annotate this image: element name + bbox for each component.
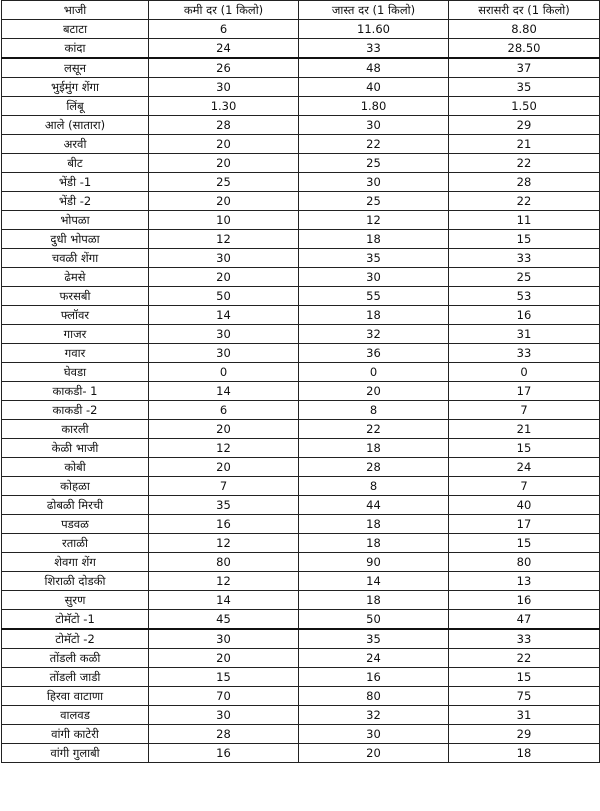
max-rate-cell: 18 bbox=[299, 439, 449, 458]
vegetable-name-cell: वांगी गुलाबी bbox=[2, 744, 149, 763]
avg-rate-cell: 18 bbox=[449, 744, 600, 763]
max-rate-cell: 24 bbox=[299, 649, 449, 668]
table-row bbox=[2, 687, 600, 706]
min-rate-cell: 80 bbox=[149, 553, 299, 572]
avg-rate-cell: 22 bbox=[449, 649, 600, 668]
vegetable-name-cell: गवार bbox=[2, 344, 149, 363]
vegetable-name-cell: बटाटा bbox=[2, 20, 149, 39]
table-body bbox=[2, 20, 600, 763]
min-rate-cell: 12 bbox=[149, 439, 299, 458]
avg-rate-cell: 80 bbox=[449, 553, 600, 572]
max-rate-cell: 22 bbox=[299, 420, 449, 439]
vegetable-name-cell: चवळी शेंगा bbox=[2, 249, 149, 268]
table-row bbox=[2, 458, 600, 477]
table-row bbox=[2, 744, 600, 763]
max-rate-cell: 30 bbox=[299, 173, 449, 192]
max-rate-cell: 18 bbox=[299, 534, 449, 553]
max-rate-cell: 18 bbox=[299, 591, 449, 610]
table-row bbox=[2, 496, 600, 515]
avg-rate-cell: 33 bbox=[449, 249, 600, 268]
avg-rate-cell: 15 bbox=[449, 668, 600, 687]
vegetable-name-cell: शेवगा शेंग bbox=[2, 553, 149, 572]
min-rate-cell: 12 bbox=[149, 534, 299, 553]
min-rate-cell: 30 bbox=[149, 706, 299, 725]
min-rate-cell: 14 bbox=[149, 306, 299, 325]
avg-rate-cell: 22 bbox=[449, 154, 600, 173]
min-rate-cell: 28 bbox=[149, 116, 299, 135]
min-rate-cell: 15 bbox=[149, 668, 299, 687]
vegetable-name-cell: वालवड bbox=[2, 706, 149, 725]
min-rate-cell: 50 bbox=[149, 287, 299, 306]
table-row bbox=[2, 116, 600, 135]
avg-rate-cell: 0 bbox=[449, 363, 600, 382]
min-rate-cell: 45 bbox=[149, 610, 299, 630]
avg-rate-cell: 29 bbox=[449, 116, 600, 135]
min-rate-cell: 30 bbox=[149, 629, 299, 649]
table-row bbox=[2, 154, 600, 173]
avg-rate-cell: 33 bbox=[449, 629, 600, 649]
max-rate-cell: 0 bbox=[299, 363, 449, 382]
vegetable-name-cell: कोहळा bbox=[2, 477, 149, 496]
header-max-rate: जास्त दर (1 किलो) bbox=[299, 1, 449, 20]
max-rate-cell: 30 bbox=[299, 725, 449, 744]
min-rate-cell: 70 bbox=[149, 687, 299, 706]
min-rate-cell: 20 bbox=[149, 649, 299, 668]
max-rate-cell: 16 bbox=[299, 668, 449, 687]
table-row bbox=[2, 668, 600, 687]
vegetable-name-cell: टोमॅटो -2 bbox=[2, 629, 149, 649]
avg-rate-cell: 11 bbox=[449, 211, 600, 230]
vegetable-name-cell: बीट bbox=[2, 154, 149, 173]
min-rate-cell: 16 bbox=[149, 515, 299, 534]
table-row bbox=[2, 97, 600, 116]
avg-rate-cell: 17 bbox=[449, 382, 600, 401]
max-rate-cell: 48 bbox=[299, 58, 449, 78]
table-row bbox=[2, 58, 600, 78]
table-row bbox=[2, 135, 600, 154]
max-rate-cell: 8 bbox=[299, 401, 449, 420]
min-rate-cell: 20 bbox=[149, 420, 299, 439]
vegetable-name-cell: शिराळी दोडकी bbox=[2, 572, 149, 591]
table-row bbox=[2, 649, 600, 668]
vegetable-name-cell: कांदा bbox=[2, 39, 149, 59]
avg-rate-cell: 7 bbox=[449, 477, 600, 496]
vegetable-price-table bbox=[1, 0, 600, 763]
min-rate-cell: 30 bbox=[149, 78, 299, 97]
max-rate-cell: 25 bbox=[299, 154, 449, 173]
avg-rate-cell: 31 bbox=[449, 325, 600, 344]
table-row bbox=[2, 325, 600, 344]
avg-rate-cell: 16 bbox=[449, 591, 600, 610]
avg-rate-cell: 21 bbox=[449, 420, 600, 439]
vegetable-name-cell: लिंबू bbox=[2, 97, 149, 116]
avg-rate-cell: 28.50 bbox=[449, 39, 600, 59]
min-rate-cell: 10 bbox=[149, 211, 299, 230]
vegetable-name-cell: लसून bbox=[2, 58, 149, 78]
table-row bbox=[2, 572, 600, 591]
vegetable-name-cell: भोपळा bbox=[2, 211, 149, 230]
min-rate-cell: 6 bbox=[149, 401, 299, 420]
vegetable-name-cell: कारली bbox=[2, 420, 149, 439]
avg-rate-cell: 25 bbox=[449, 268, 600, 287]
avg-rate-cell: 75 bbox=[449, 687, 600, 706]
vegetable-name-cell: पडवळ bbox=[2, 515, 149, 534]
table-row bbox=[2, 287, 600, 306]
vegetable-name-cell: आले (सातारा) bbox=[2, 116, 149, 135]
header-avg-rate: सरासरी दर (1 किलो) bbox=[449, 1, 600, 20]
max-rate-cell: 22 bbox=[299, 135, 449, 154]
max-rate-cell: 30 bbox=[299, 268, 449, 287]
max-rate-cell: 11.60 bbox=[299, 20, 449, 39]
avg-rate-cell: 8.80 bbox=[449, 20, 600, 39]
header-vegetable: भाजी bbox=[2, 1, 149, 20]
max-rate-cell: 44 bbox=[299, 496, 449, 515]
avg-rate-cell: 33 bbox=[449, 344, 600, 363]
max-rate-cell: 90 bbox=[299, 553, 449, 572]
avg-rate-cell: 16 bbox=[449, 306, 600, 325]
table-row bbox=[2, 192, 600, 211]
min-rate-cell: 16 bbox=[149, 744, 299, 763]
table-row bbox=[2, 173, 600, 192]
avg-rate-cell: 24 bbox=[449, 458, 600, 477]
max-rate-cell: 12 bbox=[299, 211, 449, 230]
vegetable-name-cell: तोंडली जाडी bbox=[2, 668, 149, 687]
vegetable-name-cell: ढोबळी मिरची bbox=[2, 496, 149, 515]
vegetable-name-cell: भेंडी -1 bbox=[2, 173, 149, 192]
min-rate-cell: 26 bbox=[149, 58, 299, 78]
max-rate-cell: 80 bbox=[299, 687, 449, 706]
vegetable-name-cell: गाजर bbox=[2, 325, 149, 344]
header-min-rate: कमी दर (1 किलो) bbox=[149, 1, 299, 20]
min-rate-cell: 30 bbox=[149, 249, 299, 268]
max-rate-cell: 35 bbox=[299, 629, 449, 649]
max-rate-cell: 18 bbox=[299, 515, 449, 534]
table-row bbox=[2, 39, 600, 59]
table-row bbox=[2, 382, 600, 401]
min-rate-cell: 24 bbox=[149, 39, 299, 59]
table-row bbox=[2, 363, 600, 382]
min-rate-cell: 12 bbox=[149, 230, 299, 249]
avg-rate-cell: 1.50 bbox=[449, 97, 600, 116]
avg-rate-cell: 21 bbox=[449, 135, 600, 154]
min-rate-cell: 25 bbox=[149, 173, 299, 192]
max-rate-cell: 50 bbox=[299, 610, 449, 630]
table-row bbox=[2, 553, 600, 572]
table-row bbox=[2, 211, 600, 230]
table-row bbox=[2, 306, 600, 325]
min-rate-cell: 28 bbox=[149, 725, 299, 744]
table-row bbox=[2, 344, 600, 363]
max-rate-cell: 8 bbox=[299, 477, 449, 496]
table-row bbox=[2, 230, 600, 249]
min-rate-cell: 7 bbox=[149, 477, 299, 496]
header-row bbox=[2, 1, 600, 20]
table-row bbox=[2, 477, 600, 496]
table-row bbox=[2, 20, 600, 39]
avg-rate-cell: 17 bbox=[449, 515, 600, 534]
table-row bbox=[2, 629, 600, 649]
avg-rate-cell: 13 bbox=[449, 572, 600, 591]
min-rate-cell: 30 bbox=[149, 344, 299, 363]
avg-rate-cell: 15 bbox=[449, 230, 600, 249]
min-rate-cell: 30 bbox=[149, 325, 299, 344]
table-row bbox=[2, 725, 600, 744]
avg-rate-cell: 7 bbox=[449, 401, 600, 420]
min-rate-cell: 1.30 bbox=[149, 97, 299, 116]
table-row bbox=[2, 534, 600, 553]
vegetable-name-cell: घेवडा bbox=[2, 363, 149, 382]
max-rate-cell: 1.80 bbox=[299, 97, 449, 116]
avg-rate-cell: 35 bbox=[449, 78, 600, 97]
table-row bbox=[2, 706, 600, 725]
vegetable-name-cell: भेंडी -2 bbox=[2, 192, 149, 211]
min-rate-cell: 35 bbox=[149, 496, 299, 515]
vegetable-name-cell: केळी भाजी bbox=[2, 439, 149, 458]
avg-rate-cell: 29 bbox=[449, 725, 600, 744]
vegetable-name-cell: हिरवा वाटाणा bbox=[2, 687, 149, 706]
min-rate-cell: 14 bbox=[149, 382, 299, 401]
min-rate-cell: 20 bbox=[149, 458, 299, 477]
vegetable-name-cell: फरसबी bbox=[2, 287, 149, 306]
table-row bbox=[2, 610, 600, 630]
vegetable-name-cell: कोबी bbox=[2, 458, 149, 477]
vegetable-name-cell: रताळी bbox=[2, 534, 149, 553]
max-rate-cell: 28 bbox=[299, 458, 449, 477]
min-rate-cell: 0 bbox=[149, 363, 299, 382]
avg-rate-cell: 22 bbox=[449, 192, 600, 211]
avg-rate-cell: 40 bbox=[449, 496, 600, 515]
max-rate-cell: 32 bbox=[299, 325, 449, 344]
table-row bbox=[2, 401, 600, 420]
vegetable-name-cell: काकडी -2 bbox=[2, 401, 149, 420]
max-rate-cell: 30 bbox=[299, 116, 449, 135]
max-rate-cell: 18 bbox=[299, 230, 449, 249]
table-row bbox=[2, 420, 600, 439]
vegetable-name-cell: भुईमुंग शेंगा bbox=[2, 78, 149, 97]
max-rate-cell: 36 bbox=[299, 344, 449, 363]
max-rate-cell: 18 bbox=[299, 306, 449, 325]
avg-rate-cell: 28 bbox=[449, 173, 600, 192]
vegetable-name-cell: वांगी काटेरी bbox=[2, 725, 149, 744]
table-row bbox=[2, 78, 600, 97]
avg-rate-cell: 31 bbox=[449, 706, 600, 725]
vegetable-name-cell: दुधी भोपळा bbox=[2, 230, 149, 249]
max-rate-cell: 55 bbox=[299, 287, 449, 306]
max-rate-cell: 14 bbox=[299, 572, 449, 591]
min-rate-cell: 20 bbox=[149, 268, 299, 287]
min-rate-cell: 20 bbox=[149, 192, 299, 211]
avg-rate-cell: 47 bbox=[449, 610, 600, 630]
min-rate-cell: 6 bbox=[149, 20, 299, 39]
vegetable-name-cell: काकडी- 1 bbox=[2, 382, 149, 401]
vegetable-name-cell: टोमॅटो -1 bbox=[2, 610, 149, 630]
max-rate-cell: 40 bbox=[299, 78, 449, 97]
min-rate-cell: 14 bbox=[149, 591, 299, 610]
min-rate-cell: 12 bbox=[149, 572, 299, 591]
min-rate-cell: 20 bbox=[149, 154, 299, 173]
vegetable-name-cell: तोंडली कळी bbox=[2, 649, 149, 668]
max-rate-cell: 35 bbox=[299, 249, 449, 268]
table-row bbox=[2, 515, 600, 534]
max-rate-cell: 33 bbox=[299, 39, 449, 59]
table-row bbox=[2, 249, 600, 268]
max-rate-cell: 32 bbox=[299, 706, 449, 725]
max-rate-cell: 25 bbox=[299, 192, 449, 211]
max-rate-cell: 20 bbox=[299, 744, 449, 763]
table-row bbox=[2, 591, 600, 610]
table-row bbox=[2, 268, 600, 287]
avg-rate-cell: 15 bbox=[449, 439, 600, 458]
vegetable-name-cell: ढेमसे bbox=[2, 268, 149, 287]
min-rate-cell: 20 bbox=[149, 135, 299, 154]
avg-rate-cell: 15 bbox=[449, 534, 600, 553]
max-rate-cell: 20 bbox=[299, 382, 449, 401]
vegetable-name-cell: फ्लॉवर bbox=[2, 306, 149, 325]
vegetable-name-cell: सुरण bbox=[2, 591, 149, 610]
avg-rate-cell: 53 bbox=[449, 287, 600, 306]
vegetable-name-cell: अरवी bbox=[2, 135, 149, 154]
table-row bbox=[2, 439, 600, 458]
avg-rate-cell: 37 bbox=[449, 58, 600, 78]
